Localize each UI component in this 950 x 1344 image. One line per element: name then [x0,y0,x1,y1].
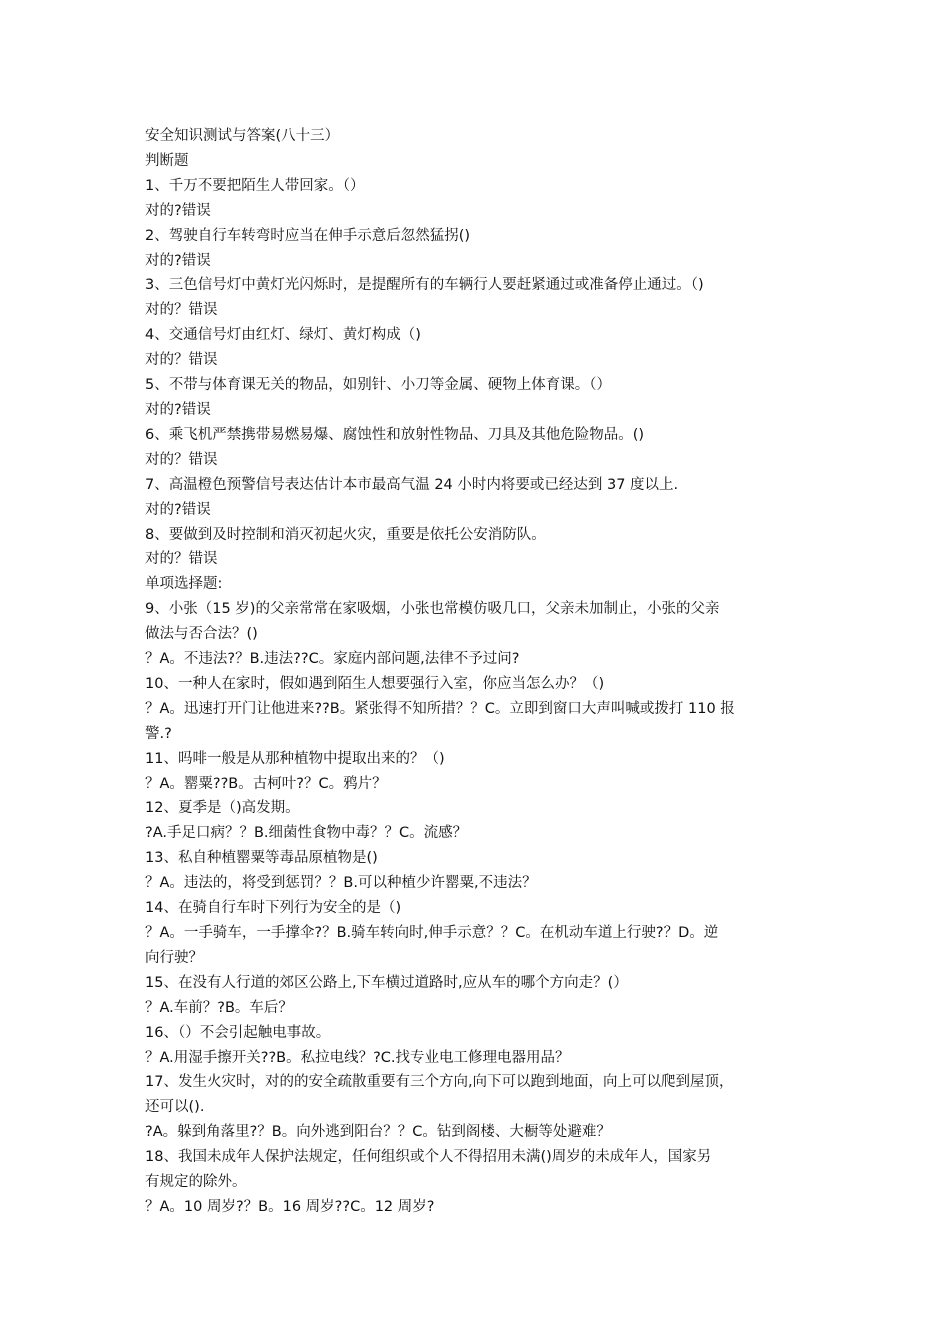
question-18-continued: 有规定的除外。 [145,1174,247,1191]
question-17: 17、发生火灾时，对的的安全疏散重要有三个方向,向下可以跑到地面，向上可以爬到屋顶， [145,1074,734,1091]
document-title: 安全知识测试与答案(八十三） [145,128,340,144]
answer-options-12: ?A.手足口病？？B.细菌性食物中毒？？C。流感？ [145,825,468,842]
answer-options-14-continued: 向行驶？ [145,949,203,966]
document-body [145,124,815,1220]
answer-options-13: ？A。违法的，将受到惩罚？？B.可以种植少许罂粟,不违法？ [145,875,537,892]
question-1: 1、千万不要把陌生人带回家。（） [145,177,365,194]
question-8: 8、要做到及时控制和消灭初起火灾，重要是依托公安消防队。 [145,526,546,543]
question-2: 2、驾驶自行车转弯时应当在伸手示意后忽然猛拐() [145,227,471,244]
question-4: 4、交通信号灯由红灯、绿灯、黄灯构成（) [145,327,421,344]
answer-options-2: 对的?错误 [145,252,211,269]
question-13: 13、私自种植罂粟等毒品原植物是() [145,850,378,867]
question-3: 3、三色信号灯中黄灯光闪烁时，是提醒所有的车辆行人要赶紧通过或准备停止通过。（) [145,277,704,294]
question-5: 5、不带与体育课无关的物品，如别针、小刀等金属、硬物上体育课。（） [145,377,611,394]
answer-options-8: 对的？错误 [145,551,218,568]
answer-options-6: 对的？错误 [145,451,218,468]
section-heading-single-choice: 单项选择题: [145,576,223,593]
answer-options-9: ？A。不违法?？B.违法??C。家庭内部问题,法律不予过问? [145,651,520,668]
question-14: 14、在骑自行车时下列行为安全的是（) [145,900,402,917]
answer-options-14: ？A。一手骑车，一手撑伞?？B.骑车转向时,伸手示意？？C。在机动车道上行驶?？D。逆 [145,925,719,941]
answer-options-7: 对的?错误 [145,501,211,518]
answer-options-3: 对的？错误 [145,302,218,319]
answer-options-17: ?A。躲到角落里?？B。向外逃到阳台？？C。钻到阁楼、大橱等处避难？ [145,1124,611,1141]
answer-options-5: 对的?错误 [145,401,211,418]
question-18: 18、我国未成年人保护法规定，任何组织或个人不得招用未满()周岁的未成年人，国家另 [145,1149,712,1166]
question-7: 7、高温橙色预警信号表达估计本市最高气温 24 小时内将要或已经达到 37 度以上. [145,476,679,493]
answer-options-10: ？A。迅速打开门让他进来??B。紧张得不知所措？？C。立即到窗口大声叫喊或拨打 110 报 [145,700,735,717]
answer-options-10-continued: 警.? [145,725,172,742]
answer-options-1: 对的?错误 [145,202,211,219]
question-10: 10、一种人在家时，假如遇到陌生人想要强行入室，你应当怎么办？（) [145,675,605,692]
answer-options-16: ？A.用湿手擦开关??B。私拉电线？?C.找专业电工修理电器用品？ [145,1049,570,1066]
answer-options-15: ？A.车前？?B。车后？ [145,999,293,1016]
answer-options-4: 对的？错误 [145,352,218,369]
question-17-continued: 还可以(). [145,1099,205,1116]
question-15: 15、在没有人行道的郊区公路上,下车横过道路时,应从车的哪个方向走？(） [145,974,628,991]
answer-options-11: ？A。罂粟??B。古柯叶?？C。鸦片？ [145,775,387,792]
question-16: 16、（）不会引起触电事故。 [145,1024,331,1041]
section-heading-true-false: 判断题 [145,152,189,169]
question-6: 6、乘飞机严禁携带易燃易爆、腐蚀性和放射性物品、刀具及其他危险物品。() [145,426,645,443]
question-9-continued: 做法与否合法？() [145,626,258,643]
question-11: 11、吗啡一般是从那种植物中提取出来的？（) [145,750,445,767]
question-9: 9、小张（15 岁)的父亲常常在家吸烟，小张也常模仿吸几口，父亲未加制止，小张的父亲 [145,601,720,618]
question-12: 12、夏季是（)高发期。 [145,800,300,817]
answer-options-18: ？A。10 周岁?？B。16 周岁??C。12 周岁? [145,1198,435,1215]
